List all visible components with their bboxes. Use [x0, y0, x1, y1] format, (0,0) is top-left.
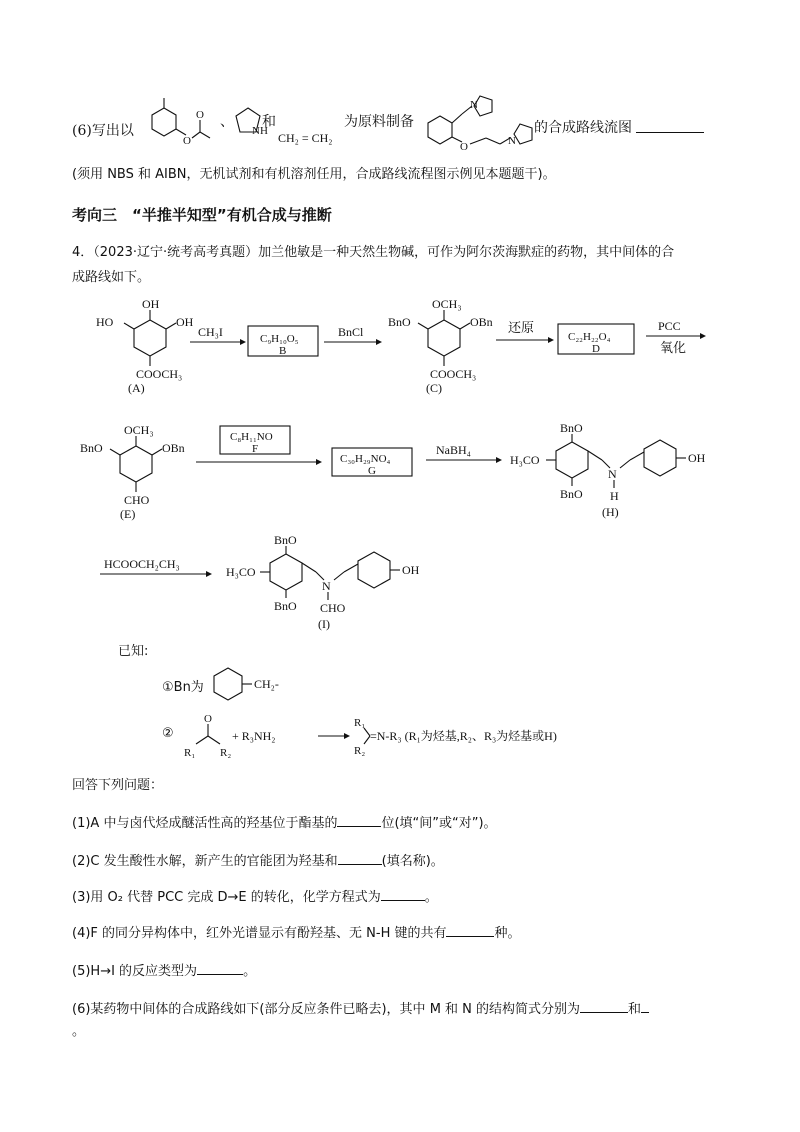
- svg-text:OH: OH: [142, 297, 160, 311]
- known-item1-prefix: ①Bn为: [162, 680, 204, 695]
- svg-text:BnO: BnO: [80, 441, 103, 455]
- imine-product: =N-R₃ (R₁为烃基,R₂、R₃为烃基或H): [370, 729, 557, 743]
- scheme-row-1: [80, 292, 720, 402]
- n-label-1: N: [470, 99, 478, 111]
- ketone-r1: R₁: [184, 747, 196, 759]
- svg-text:H: H: [610, 489, 619, 503]
- svg-text:BnO: BnO: [274, 599, 297, 613]
- svg-text:HO: HO: [96, 315, 114, 329]
- known-item2-prefix: ②: [162, 726, 174, 741]
- q6-prev-prefix: (6)写出以: [72, 123, 134, 139]
- amine-reagent: + R₃NH₂: [232, 729, 276, 743]
- question-1: (1)A 中与卤代烃成醚活性高的羟基位于酯基的 位(填“间”或“对”)。: [72, 812, 497, 831]
- svg-text:CHO: CHO: [320, 601, 346, 615]
- scheme-row-3: [80, 534, 500, 634]
- label-e: (E): [120, 507, 136, 521]
- question-4: (4)F 的同分异构体中，红外光谱显示有酚羟基、无 N-H 键的共有 种。: [72, 922, 521, 941]
- svg-text:OBn: OBn: [162, 441, 185, 455]
- svg-text:OCH₃: OCH₃: [432, 297, 462, 311]
- answer-blank-6b[interactable]: [641, 998, 649, 1013]
- carbonyl-o-label: O: [196, 109, 204, 121]
- reagent-bncl: BnCl: [338, 325, 364, 339]
- question-6: (6)某药物中间体的合成路线如下(部分反应条件已略去)，其中 M 和 N 的结构简式分别为 和: [72, 998, 649, 1017]
- svg-text:BnO: BnO: [560, 487, 583, 501]
- label-b: B: [279, 345, 287, 357]
- svg-text:H₃CO: H₃CO: [510, 453, 540, 467]
- methylphenyl-acetate-structure: [152, 98, 210, 147]
- compound-a: [96, 297, 194, 395]
- mid-text: 为原料制备: [344, 114, 414, 130]
- compound-h: [510, 421, 706, 519]
- answer-blank-3[interactable]: [381, 886, 425, 901]
- known-item2-equation: [178, 712, 598, 762]
- svg-text:H₃CO: H₃CO: [226, 565, 256, 579]
- label-f: F: [252, 443, 259, 455]
- formula-g: C₃₀H₂₉NO₄: [340, 453, 391, 465]
- formula-d: C₂₂H₂₂O₄: [568, 331, 611, 343]
- answer-blank-5[interactable]: [197, 960, 243, 975]
- compound-c: [388, 297, 493, 395]
- label-g: G: [368, 465, 376, 477]
- scheme-row-2: [80, 418, 740, 528]
- svg-text:N: N: [322, 579, 331, 593]
- benzyl-ch2: CH₂-: [254, 677, 279, 691]
- target-product-structure: [428, 96, 532, 152]
- svg-text:BnO: BnO: [560, 421, 583, 435]
- sep-comma: 、: [220, 114, 234, 130]
- q6-prev-structures: [140, 94, 740, 152]
- question-3: (3)用 O₂ 代替 PCC 完成 D→E 的转化，化学方程式为 。: [72, 886, 438, 905]
- label-h: (H): [602, 505, 619, 519]
- question-2: (2)C 发生酸性水解，新产生的官能团为羟基和 (填名称)。: [72, 850, 444, 869]
- svg-text:COOCH₃: COOCH₃: [430, 367, 477, 381]
- label-a: (A): [128, 381, 145, 395]
- svg-text:N: N: [608, 467, 617, 481]
- and-text: 和: [262, 114, 276, 130]
- reagent-ethyl-formate: HCOOCH₂CH₃: [104, 557, 180, 571]
- formula-b: C₉H₁₀O₅: [260, 333, 299, 345]
- imine-r2: R₂: [354, 745, 366, 757]
- reagent-oxidize: 氧化: [660, 341, 687, 356]
- reagent-nabh4: NaBH₄: [436, 443, 471, 457]
- svg-text:OBn: OBn: [470, 315, 493, 329]
- answer-blank-1[interactable]: [337, 812, 381, 827]
- label-d: D: [592, 343, 600, 355]
- ketone-r2: R₂: [220, 747, 232, 759]
- svg-text:BnO: BnO: [274, 534, 297, 547]
- ether-o-label: O: [460, 141, 468, 152]
- reagent-reduce: 还原: [508, 321, 535, 336]
- n-label-2: N: [508, 135, 516, 147]
- svg-text:BnO: BnO: [388, 315, 411, 329]
- question-6-end: 。: [72, 1024, 86, 1039]
- suffix-text: 的合成路线流图: [534, 120, 632, 136]
- label-c: (C): [426, 381, 442, 395]
- formula-f: C₈H₁₁NO: [230, 431, 273, 443]
- svg-text:OH: OH: [402, 563, 420, 577]
- svg-text:OH: OH: [176, 315, 194, 329]
- section-title: 考向三 “半推半知型”有机合成与推断: [72, 206, 332, 224]
- reagent-pcc: PCC: [658, 319, 681, 333]
- questions-header: 回答下列问题：: [72, 778, 164, 793]
- q6-prev-note: (须用 NBS 和 AIBN，无机试剂和有机溶剂任用，合成路线流程图示例见本题题干)。: [72, 167, 556, 182]
- ethylene-formula: CH₂ = CH₂: [278, 131, 333, 145]
- known-label: 已知:: [118, 644, 149, 659]
- ester-o-label: O: [183, 135, 191, 147]
- svg-text:CHO: CHO: [124, 493, 150, 507]
- answer-blank-4[interactable]: [446, 922, 494, 937]
- q4-intro-line1: 4．（2023·辽宁·统考高考真题）加兰他敏是一种天然生物碱，可作为阿尔茨海默症的药物，其中间体的合: [72, 245, 675, 260]
- answer-blank-2[interactable]: [338, 850, 382, 865]
- label-i: (I): [318, 617, 330, 631]
- benzyl-structure: [212, 664, 292, 704]
- answer-blank-6a[interactable]: [580, 998, 628, 1013]
- q4-intro-line2: 成路线如下。: [72, 270, 151, 285]
- svg-text:COOCH₃: COOCH₃: [136, 367, 183, 381]
- compound-i: [226, 534, 420, 631]
- answer-blank[interactable]: [636, 132, 704, 133]
- svg-text:OCH₃: OCH₃: [124, 423, 154, 437]
- nh-label: NH: [252, 125, 268, 137]
- compound-e: [80, 423, 185, 521]
- reagent-ch3i: CH₃I: [198, 325, 223, 339]
- svg-text:OH: OH: [688, 451, 706, 465]
- question-5: (5)H→I 的反应类型为 。: [72, 960, 256, 979]
- ketone-o: O: [204, 713, 212, 725]
- imine-r1: R₁: [354, 717, 366, 729]
